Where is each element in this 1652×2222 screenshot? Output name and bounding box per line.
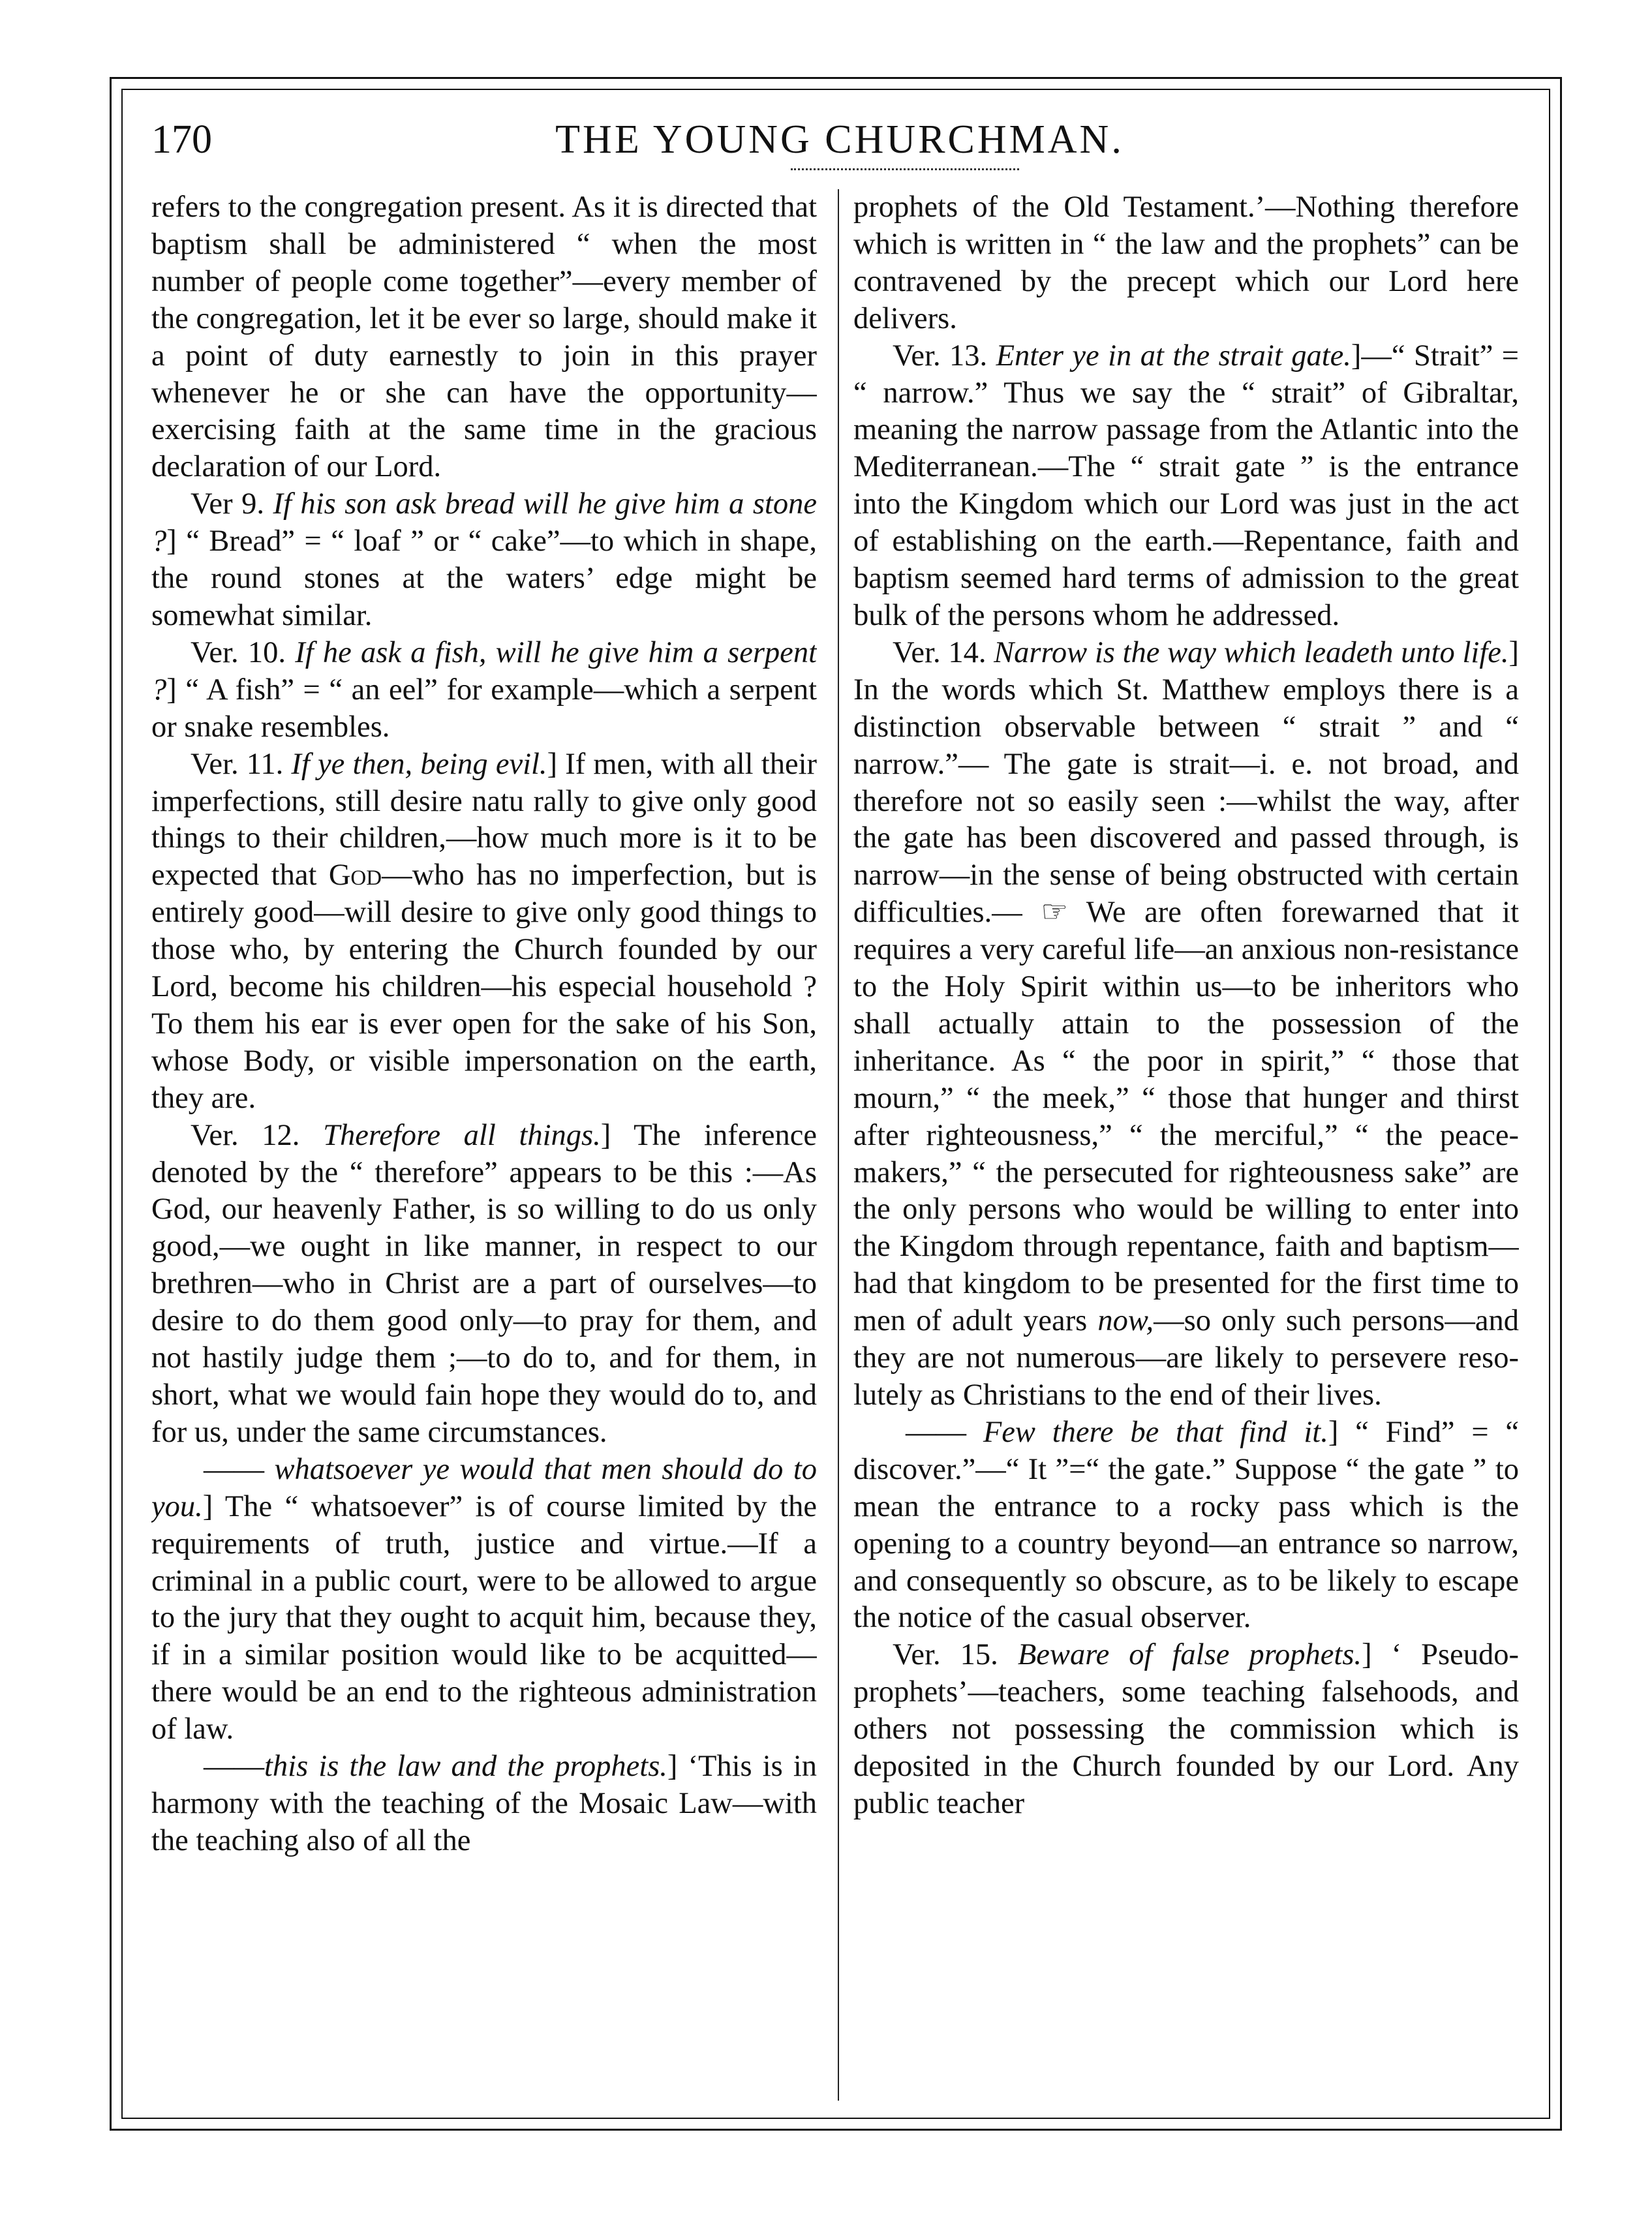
verse-commentary: ]—“ Strait” = “ narrow.” Thus we say the “ strait” of Gibraltar, meaning the narrow passage from the Atlantic into the Mediterranean.—The “ strait gate ” is the entrance into the Kingdom which our Lord was just in the act of establishing on the earth.—Repentance, faith and baptism seemed hard terms of admission to the great bulk of the persons whom he addressed. <box>853 339 1519 632</box>
verse-lemma: Enter ye in at the strait gate. <box>996 339 1351 373</box>
sub-note-dash: —— <box>204 1452 264 1486</box>
column-divider <box>838 189 839 2101</box>
paragraph <box>151 189 817 486</box>
verse-note <box>151 1118 817 1452</box>
italic-word: now, <box>1097 1304 1154 1338</box>
verse-commentary: ] “ Bread” = “ loaf ” or “ cake”—to which in shape, the round stones at the waters’ edge might be somewhat similar. <box>151 525 817 632</box>
verse-reference: Ver. 13. <box>893 339 988 373</box>
verse-reference: Ver. 15. <box>893 1638 998 1672</box>
verse-lemma: Beware of false prophets. <box>1017 1638 1362 1672</box>
verse-note <box>151 635 817 746</box>
verse-lemma: this is the law and the prophets. <box>264 1750 667 1784</box>
verse-reference: Ver. 12. <box>191 1118 300 1152</box>
verse-note <box>853 338 1519 635</box>
left-column <box>151 189 817 2101</box>
running-title: THE YOUNG CHURCHMAN. <box>555 117 1124 162</box>
verse-commentary: ] The “ whatsoever” is of course limited by the requirements of truth, justice and virtue.—If a criminal in a public court, were to be allowed to argue to the jury that they ought to acquit him, because they, if in a similar position would like to be acquitted—there would be an end to the righteous administration of law. <box>151 1489 817 1746</box>
verse-commentary: ] “ Find” = “ discover.”—“ It ”=“ the gate.” Suppose “ the gate ” to mean the entrance to a rocky pass which is the opening to a country beyond—an entrance so narrow, and consequently so obscure, as to be likely to escape the notice of the casual observer. <box>853 1415 1519 1635</box>
paragraph-text: refers to the congregation present. As it is directed that baptism shall be administered “ when the most number of people come together”—every member of the congregation, let it be ever so large, should make it a point of duty earnestly to join in this prayer whenever he or she can have the opportunity—exercising faith at the same time in the gracious declaration of our Lord. <box>151 190 817 484</box>
verse-commentary: —so only such persons—and they are not numerous—are likely to persevere resolutely as Christians to the end of their lives. <box>853 1304 1519 1412</box>
sub-note-dash: —— <box>204 1750 264 1784</box>
verse-commentary: ] If men, with all their imperfections, still desire natu rally to give only good things to their children,—how much more is it to be expected that <box>151 747 817 892</box>
verse-note <box>853 1637 1519 1823</box>
sub-note-dash: —— <box>906 1415 966 1449</box>
verse-commentary: ] ‘ Pseudo-prophets’—teachers, some teaching falsehoods, and others not possessing the commission which is deposited in the Church founded by our Lord. Any public teacher <box>853 1638 1519 1820</box>
verse-note <box>151 746 817 1118</box>
verse-reference: Ver. 10. <box>191 635 286 669</box>
verse-note <box>151 486 817 635</box>
verse-commentary: ] “ A fish” = “ an eel” for example—which a serpent or snake resembles. <box>151 673 817 744</box>
paragraph <box>853 189 1519 338</box>
verse-commentary: ] ‘This is in harmony with the teaching of the Mosaic Law—with the teaching also of all the <box>151 1750 817 1857</box>
small-caps-word: God <box>328 859 382 892</box>
verse-lemma: Few there be that find it. <box>983 1415 1328 1449</box>
page-number: 170 <box>151 117 212 162</box>
verse-reference: Ver. 11. <box>191 747 284 781</box>
verse-lemma: If ye then, being evil. <box>291 747 547 781</box>
paragraph-text: prophets of the Old Testament.’—Nothing therefore which is written in “ the law and the prophets” can be contravened by the precept which our Lord here delivers. <box>853 190 1519 335</box>
verse-reference: Ver. 14. <box>893 635 987 669</box>
verse-reference: Ver 9. <box>191 487 264 521</box>
verse-lemma: If his son ask bread will he give him a stone ? <box>151 487 817 558</box>
sub-note <box>151 1452 817 1748</box>
verse-note <box>853 635 1519 1414</box>
sub-note <box>151 1748 817 1860</box>
verse-lemma: Therefore all things. <box>323 1118 601 1152</box>
pointing-hand-icon: ☞ <box>1041 896 1068 930</box>
header-ornament-rule <box>791 168 1019 178</box>
verse-commentary: —who has no imperfection, but is entirely good—will desire to give only good things to those who, by entering the Church founded by our Lord, become his children—his especial household ? To them his ear is ever open for the sake of his Son, whose Body, or visible impersonation on the earth, they are. <box>151 859 817 1115</box>
verse-lemma: whatsoever ye would that men should do to you. <box>151 1452 817 1523</box>
page-header <box>151 107 1528 172</box>
verse-lemma: Narrow is the way which leadeth unto life. <box>994 635 1509 669</box>
verse-commentary: We are often forewarned that it requires a very careful life—an anxious non-resistance to the Holy Spirit within us—to be inheritors who shall actually attain to the possession of the inheritance. As “ the poor in spirit,” “ those that mourn,” “ the meek,” “ those that hunger and thirst after righteousness,” “ the merciful,” “ the peace-makers,” “ the persecuted for righteousness sake” are the only persons who would be willing to enter into the Kingdom through repentance, faith and baptism—had that kingdom to be presented for the first time to men of adult years <box>853 896 1519 1338</box>
verse-commentary: ] The inference denoted by the “ therefore” appears to be this :—As God, our heavenly Father, is so willing to do us only good,—we ought in like manner, in respect to our brethren—who in Christ are a part of ourselves—to desire to do them good only—to pray for them, and not hastily judge them ;—to do to, and for them, in short, what we would fain hope they would do to, and for us, under the same circumstances. <box>151 1118 817 1449</box>
right-column <box>853 189 1519 2101</box>
verse-commentary: ] In the words which St. Matthew employs there is a distinction observable between “ strait ” and “ narrow.”— The gate is strait—i. e. not broad, and therefore not so easily seen :—whilst the way, after the gate has been discovered and passed through, is narrow—in the sense of being obstructed with certain difficulties.— <box>853 635 1519 930</box>
verse-lemma: If he ask a fish, will he give him a serpent ? <box>151 635 817 707</box>
sub-note <box>853 1414 1519 1637</box>
